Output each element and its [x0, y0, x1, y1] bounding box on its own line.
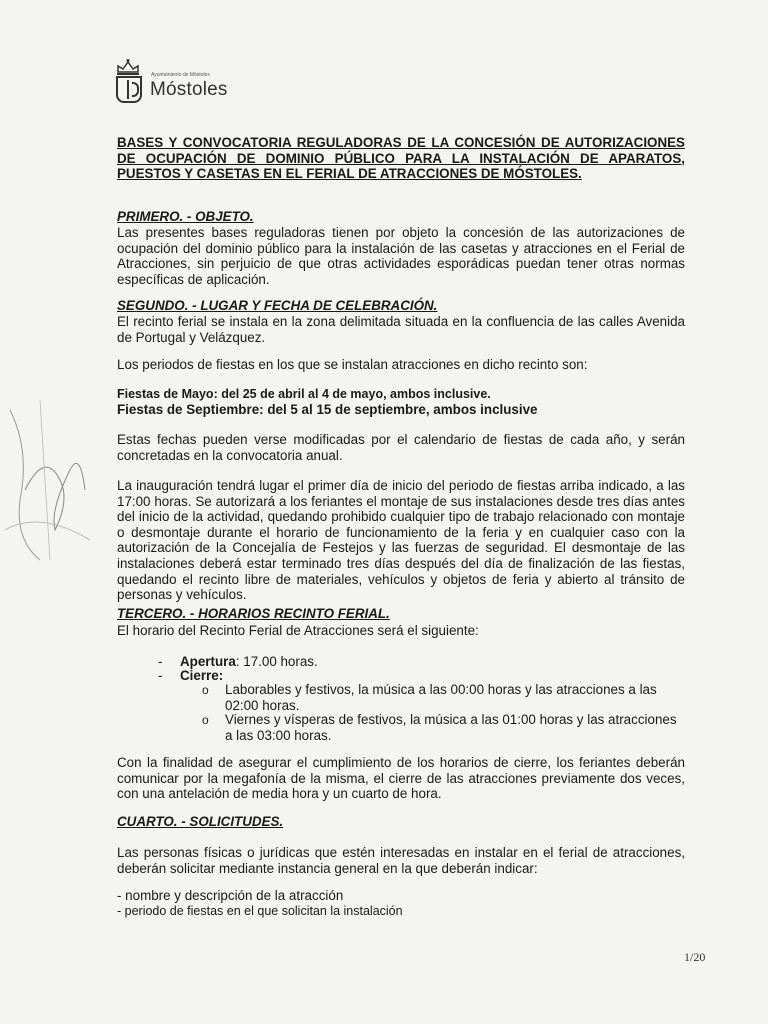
apertura-label: Apertura: [180, 654, 236, 669]
list-item-cierre: Cierre:: [180, 668, 224, 683]
circle-bullet-icon: o: [202, 683, 209, 697]
fiestas-septiembre: Fiestas de Septiembre: del 5 al 15 de septiembre, ambos inclusive: [117, 402, 538, 417]
section-heading-segundo: SEGUNDO. - LUGAR Y FECHA DE CELEBRACIÓN.: [117, 298, 438, 313]
apertura-value: : 17.00 horas.: [235, 654, 318, 669]
circle-bullet-icon: o: [202, 713, 209, 727]
cierre-item-viernes: Viernes y vísperas de festivos, la música a las 01:00 horas y las atracciones a las 03:00 horas.: [225, 712, 677, 743]
list-item-periodo: - periodo de fiestas en el que solicitan la instalación: [117, 904, 403, 918]
list-item-nombre: - nombre y descripción de la atracción: [117, 888, 344, 903]
signature-icon: [0, 390, 120, 570]
section-heading-tercero: TERCERO. - HORARIOS RECINTO FERIAL.: [117, 606, 390, 621]
page-number: 1/20: [684, 950, 706, 964]
paragraph-objeto: Las presentes bases reguladoras tienen por objeto la concesión de las autorizaciones de ocupación del dominio público para la instalación de las casetas y atracciones en el Ferial de Atracciones, sin perjuicio de que otras actividades esporádicas puedan tener otras normas específicas de aplicación.: [117, 225, 685, 287]
document-title: BASES Y CONVOCATORIA REGULADORAS DE LA CONCESIÓN DE AUTORIZACIONES DE OCUPACIÓN DE DOMINIO PÚBLICO PARA LA INSTALACIÓN DE APARATOS, PUESTOS Y CASETAS EN EL FERIAL DE ATRACCIONES DE MÓSTOLES.: [117, 135, 685, 181]
logo-name: Móstoles: [150, 79, 228, 100]
shield-icon: [116, 76, 142, 103]
paragraph-horario-intro: El horario del Recinto Ferial de Atracciones será el siguiente:: [117, 623, 479, 638]
section-heading-cuarto: CUARTO. - SOLICITUDES.: [117, 814, 284, 829]
paragraph-lugar: El recinto ferial se instala en la zona delimitada situada en la confluencia de las calles Avenida de Portugal y Velázquez.: [117, 314, 685, 345]
list-bullet: -: [158, 654, 163, 669]
logo-small-text: Ayuntamiento de Móstoles: [151, 72, 210, 78]
paragraph-inauguracion: La inauguración tendrá lugar el primer día de inicio del periodo de fiestas arriba indicado, a las 17:00 horas. Se autorizará a los feriantes el montaje de sus instalaciones desde tres días antes del inicio de la actividad, quedando prohibido cualquier tipo de trabajo relacionado con montaje o desmontaje durante el horario de funcionamiento de la feria y en cualquier caso con la autorización de la Concejalía de Festejos y las fuerzas de seguridad. El desmontaje de las instalaciones deberá estar terminado tres días después del día de finalización de las fiestas, quedando el recinto libre de materiales, vehículos y objetos de feria y abierto al tránsito de personas y vehículos.: [117, 478, 685, 603]
cierre-item-laborables: Laborables y festivos, la música a las 00:00 horas y las atracciones a las 02:00 horas.: [225, 682, 657, 713]
paragraph-solicitudes: Las personas físicas o jurídicas que estén interesadas en instalar en el ferial de atracciones, deberán solicitar mediante instancia general en la que deberán indicar:: [117, 845, 685, 876]
list-item-apertura: [180, 654, 318, 669]
paragraph-fechas: Estas fechas pueden verse modificadas por el calendario de fiestas de cada año, y serán concretadas en la convocatoria anual.: [117, 432, 685, 463]
section-heading-primero: PRIMERO. - OBJETO.: [117, 209, 254, 224]
list-bullet: -: [158, 668, 163, 683]
paragraph-finalidad: Con la finalidad de asegurar el cumplimiento de los horarios de cierre, los feriantes deberán comunicar por la megafonía de la misma, el cierre de las atracciones previamente dos veces, con una antelación de media hora y un cuarto de hora.: [117, 755, 685, 802]
municipal-logo: [113, 58, 253, 108]
crown-icon: [115, 58, 141, 76]
fiestas-mayo: Fiestas de Mayo: del 25 de abril al 4 de mayo, ambos inclusive.: [117, 387, 491, 401]
paragraph-periodos: Los periodos de fiestas en los que se instalan atracciones en dicho recinto son:: [117, 357, 588, 372]
